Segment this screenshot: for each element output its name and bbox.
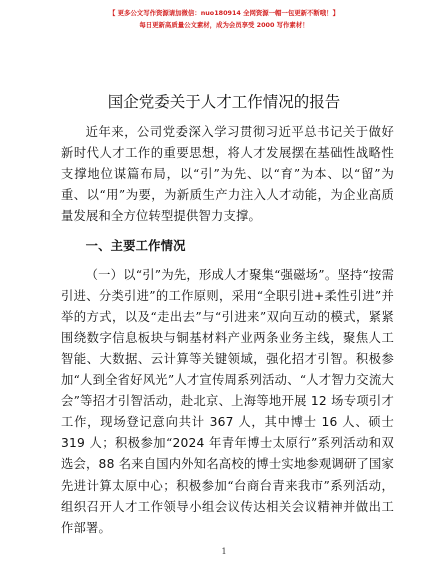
paragraph-text: 人；积极参加“ <box>85 436 173 451</box>
figure-phd-visitors: 88 <box>98 457 115 472</box>
document-body <box>61 122 394 539</box>
paragraph-text: 名来自国内外知名高校的博士实地参观调研了国家先进计算太原中心；积极参加“台商台青来我市”系列活动，组织召开人才工作领导小组会议传达相关会议精神并做出工作部署。 <box>61 457 394 535</box>
paragraph-text: 人，其中博士 <box>233 415 322 430</box>
paragraph-text: 场专项引才工作，现场登记意向共计 <box>61 394 395 430</box>
section-heading-main-work: 一、主要工作情况 <box>85 239 186 254</box>
promo-banner-line-1: 【 更多公文写作资源请加微信：nuo180914 全网资源一帽一包更新不断哦！】 <box>109 9 339 17</box>
figure-year: 2024 <box>172 436 205 451</box>
figure-project-count: 12 <box>310 394 327 409</box>
promo-banner-line-2: 每日更新高质量公文素材，成为会员享受 2000 写作素材！ <box>139 21 309 29</box>
paragraph-talent-introduction <box>61 265 394 539</box>
figure-master-count: 319 <box>61 436 86 451</box>
figure-registered-total: 367 <box>209 415 234 430</box>
paragraph-text: （一）以“引”为先，形成人才聚集“强磁场”。坚持“按需引进、分类引进”的工作原则，采用“全职引进+柔性引进”并举的方式，以及“走出去”与“引进来”双向互动的模式，紧紧围绕数字信息板块与铜基材料产业两条业务主线，聚焦人工智能、大数据、云计算等关键领域，强化招才引智。积极参加“人到全省好风光”人才宣传周系列活动、“人才智力交流大会”等招才引智活动，赴北京、上海等地开展 <box>61 267 394 409</box>
intro-paragraph: 近年来，公司党委深入学习贯彻习近平总书记关于做好新时代人才工作的重要思想，将人才发展摆在基础性战略性支撑地位谋篇布局，以“引”为先、以“育”为本、以“留”为重、以“用”为要，为新质生产力注入人才动能，为企业高质量发展和全方位转型提供智力支撑。 <box>61 125 394 224</box>
paragraph-text: 年青年博士太原行”系列活动和双选会， <box>61 436 394 472</box>
paragraph-text: 人、硕士 <box>337 415 394 430</box>
page-number: 1 <box>221 547 227 556</box>
document-title: 国企党委关于人才工作情况的报告 <box>107 93 341 111</box>
figure-phd-count: 16 <box>321 415 338 430</box>
